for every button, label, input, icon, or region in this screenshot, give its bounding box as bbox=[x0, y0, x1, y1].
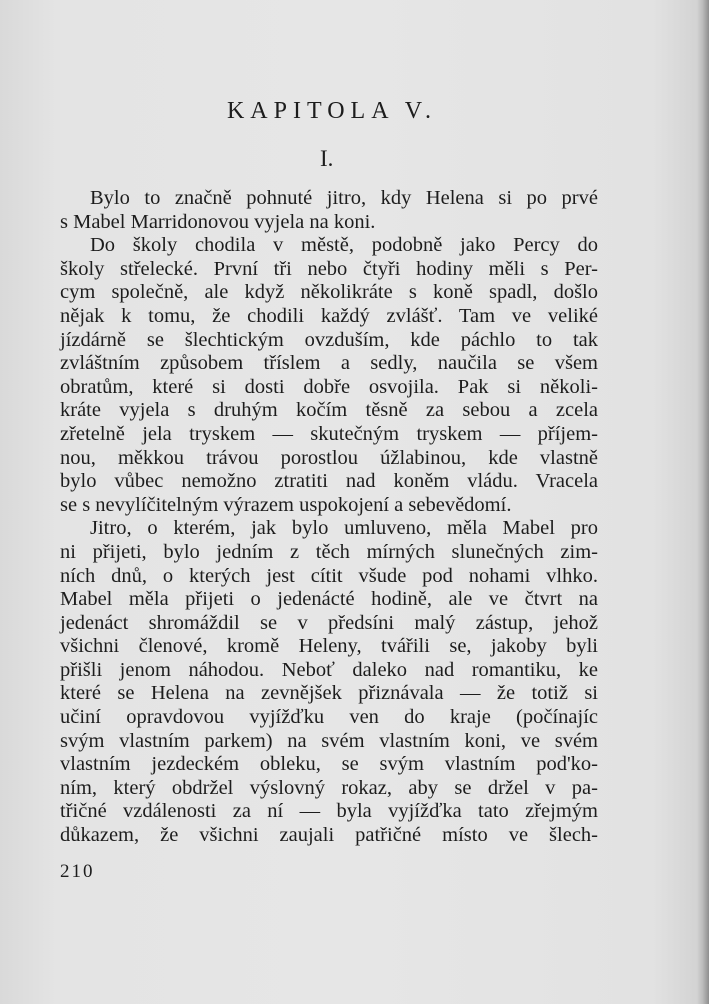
text-line: vlastním jezdeckém obleku, se svým vlastním pod'ko- bbox=[60, 753, 598, 776]
text-line: školy střelecké. První tři nebo čtyři hodiny měli s Per- bbox=[60, 257, 598, 280]
text-line: nějak k tomu, že chodili každý zvlášť. Tam ve veliké bbox=[60, 304, 598, 327]
page-number: 210 bbox=[60, 861, 95, 882]
text-line: s Mabel Marridonovou vyjela na koni. bbox=[60, 210, 376, 233]
text-line: bylo vůbec nemožno ztratiti nad koněm vládu. Vracela bbox=[60, 470, 598, 493]
text-line: třičné vzdálenosti za ní — byla vyjížďka tato zřejmým bbox=[60, 800, 598, 823]
body-text bbox=[60, 187, 598, 848]
text-line: ni přijeti, bylo jedním z těch mírných slunečných zim- bbox=[60, 540, 598, 563]
text-line: Do školy chodila v městě, podobně jako Percy do bbox=[90, 234, 598, 257]
text-line: Bylo to značně pohnuté jitro, kdy Helena si po prvé bbox=[90, 187, 598, 209]
text-line: cym společně, ale když několikráte s koně spadl, došlo bbox=[60, 281, 598, 304]
text-line: Jitro, o kterém, jak bylo umluveno, měla Mabel pro bbox=[90, 517, 598, 540]
text-line: kráte vyjela s druhým kočím těsně za sebou a zcela bbox=[60, 399, 598, 422]
text-line: jízdárně se šlechtickým ovzduším, kde páchlo to tak bbox=[60, 328, 598, 351]
text-line: jedenáct shromáždil se v předsíni malý zástup, jehož bbox=[60, 611, 598, 634]
text-line: přišli jenom náhodou. Neboť daleko nad romantiku, ke bbox=[60, 658, 598, 681]
text-line: všichni členové, kromě Heleny, tvářili se, jakoby byli bbox=[60, 635, 598, 658]
text-line: nou, měkkou trávou porostlou úžlabinou, kde vlastně bbox=[60, 446, 598, 469]
chapter-heading: KAPITOLA V. bbox=[226, 98, 438, 124]
section-number: I. bbox=[320, 146, 334, 171]
text-line: které se Helena na zevnějšek přiznávala — že totiž si bbox=[60, 682, 598, 705]
text-line: ním, který obdržel výslovný rokaz, aby se držel v pa- bbox=[60, 776, 598, 799]
text-line: zřetelně jela tryskem — skutečným tryskem — příjem- bbox=[60, 422, 598, 445]
text-line: zvláštním způsobem tříslem a sedly, naučila se všem bbox=[60, 352, 598, 375]
text-line: se s nevylíčitelným výrazem uspokojení a sebevědomí. bbox=[60, 493, 512, 516]
text-line: učiní opravdovou vyjížďku ven do kraje (počínajíc bbox=[60, 706, 598, 729]
text-line: obratům, které si dosti dobře osvojila. Pak si několi- bbox=[60, 375, 598, 398]
text-line: důkazem, že všichni zaujali patřičné místo ve šlech- bbox=[60, 824, 598, 847]
text-line: svým vlastním parkem) na svém vlastním koni, ve svém bbox=[60, 729, 598, 752]
text-line: Mabel měla přijeti o jedenácté hodině, ale ve čtvrt na bbox=[60, 588, 598, 611]
text-line: ních dnů, o kterých jest cítit všude pod nohami vlhko. bbox=[60, 564, 598, 587]
page-edge-shadow bbox=[697, 0, 709, 1004]
